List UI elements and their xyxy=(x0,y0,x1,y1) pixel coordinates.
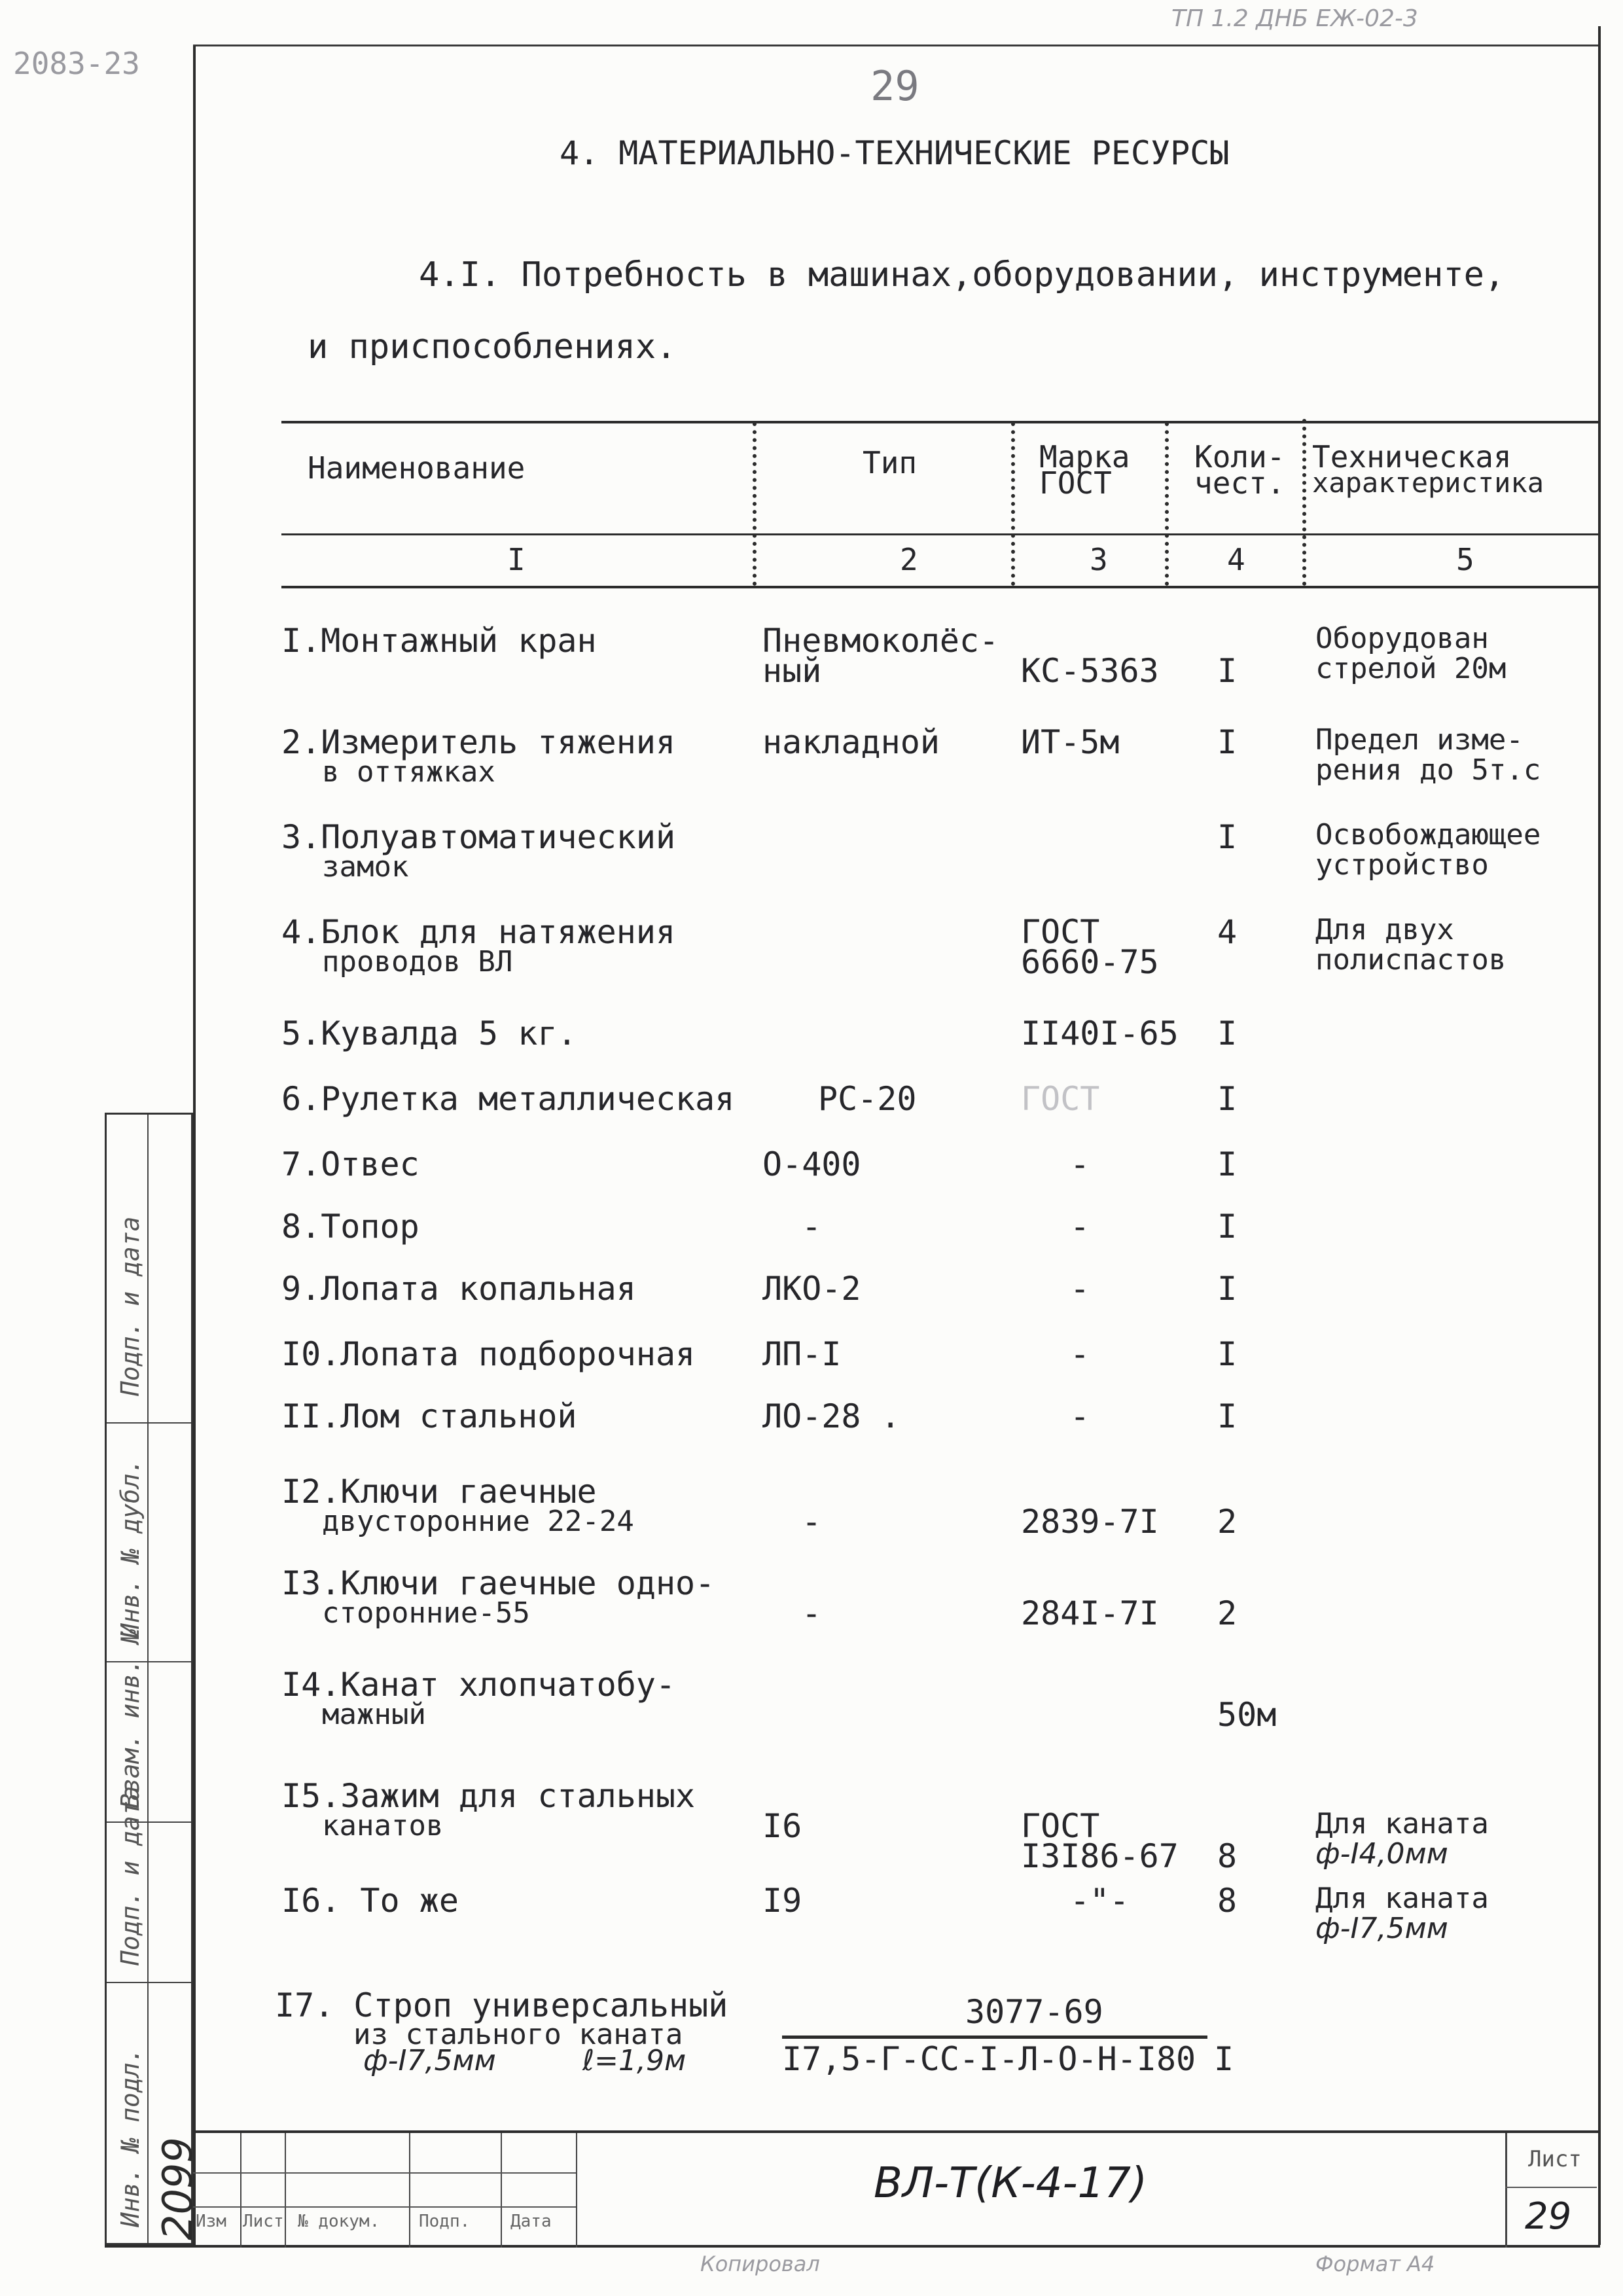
row-5-name: 5.Кувалда 5 кг. xyxy=(281,1014,577,1052)
row-2-name-line2: в оттяжках xyxy=(322,755,495,789)
row-6-qty: I xyxy=(1217,1080,1238,1118)
row-2-name: 2.Измеритель тяжения xyxy=(281,723,676,761)
row-15-type-line2: I6 xyxy=(762,1807,802,1845)
table-numbers-rule xyxy=(281,586,1600,588)
row-4-brand-line2: 6660-75 xyxy=(1021,943,1159,981)
tb-label-sign: Подп. xyxy=(419,2212,471,2231)
row-14-name-line2: мажный xyxy=(322,1698,426,1731)
column-number-4: 4 xyxy=(1227,542,1245,577)
row-10-qty: I xyxy=(1217,1335,1238,1373)
row-12-name-line2: двусторонние 22-24 xyxy=(322,1505,634,1538)
row-13-type-line2: - xyxy=(802,1594,822,1632)
row-1-type-line2: ный xyxy=(762,652,822,690)
row-1-brand-line2: КС-5363 xyxy=(1021,652,1159,690)
row-14-qty-line2: 50м xyxy=(1217,1696,1277,1734)
title-block-col xyxy=(1505,2133,1507,2248)
row-3-qty: I xyxy=(1217,818,1238,856)
row-15-spec-line3: ф-I4,0мм xyxy=(1315,1837,1448,1871)
row-10-name: I0.Лопата подборочная xyxy=(281,1335,696,1373)
column-separator-4 xyxy=(1302,419,1306,586)
row-6-type: РС-20 xyxy=(818,1080,917,1118)
row-16-spec-line2: ф-I7,5мм xyxy=(1315,1912,1448,1945)
row-11-type: ЛО-28 . xyxy=(762,1397,901,1435)
side-stamp-label-5: Подп. и дата xyxy=(116,1216,145,1396)
row-5-brand: II40I-65 xyxy=(1021,1014,1179,1052)
row-9-qty: I xyxy=(1217,1270,1238,1308)
row-3-name: 3.Полуавтоматический xyxy=(281,818,676,856)
row-7-qty: I xyxy=(1217,1145,1238,1183)
row-2-qty: I xyxy=(1217,723,1238,761)
row-8-qty: I xyxy=(1217,1208,1238,1246)
subsection-title-line2: и приспособлениях. xyxy=(308,327,677,367)
header-qty-line1: Коли- xyxy=(1194,439,1285,475)
row-16-spec: Для каната xyxy=(1315,1882,1489,1915)
tb-label-list: Лист xyxy=(243,2212,284,2231)
row17-gost: 3077-69 xyxy=(965,1993,1103,2031)
row-3-spec-line2: устройство xyxy=(1315,848,1489,882)
side-stamp-label-2: Подп. и дата xyxy=(116,1785,145,1965)
row-9-name: 9.Лопата копальная xyxy=(281,1270,636,1308)
column-number-3: 3 xyxy=(1090,542,1108,577)
title-block-row xyxy=(193,2172,576,2174)
side-stamp-separator xyxy=(107,1982,191,1983)
row-16-qty: 8 xyxy=(1217,1882,1238,1920)
row-7-brand: - xyxy=(1070,1145,1090,1183)
row-6-brand: ГОСТ xyxy=(1021,1080,1100,1118)
row-6-name: 6.Рулетка металлическая xyxy=(281,1080,735,1118)
row-15-spec-line2: Для каната xyxy=(1315,1807,1489,1840)
row-11-brand: - xyxy=(1070,1397,1090,1435)
row-2-brand: ИТ-5м xyxy=(1021,723,1120,761)
frame-right-line xyxy=(1598,26,1601,2245)
row-1-spec-line2: стрелой 20м xyxy=(1315,652,1507,685)
row-7-name: 7.Отвес xyxy=(281,1145,419,1183)
row-12-name: I2.Ключи гаечные xyxy=(281,1473,597,1511)
row-15-brand-line2: ГОСТ xyxy=(1021,1807,1100,1845)
row-2-spec: Предел изме- xyxy=(1315,723,1524,757)
frame-top-line xyxy=(193,45,1600,46)
row-15-qty-line3: 8 xyxy=(1217,1837,1238,1875)
tb-label-izm: Изм xyxy=(196,2212,226,2231)
row17-fraction-line xyxy=(782,2036,1207,2039)
row-15-name: I5.Зажим для стальных xyxy=(281,1777,696,1815)
header-spec-line1: Техническая xyxy=(1312,439,1512,475)
row17-name-line1: I7. Строп универсальный xyxy=(275,1986,728,2024)
column-separator-1 xyxy=(753,422,757,586)
column-number-2: 2 xyxy=(900,542,918,577)
row-8-name: 8.Топор xyxy=(281,1208,419,1246)
inventory-number: 2099 xyxy=(154,2137,202,2240)
row-3-spec: Освобождающее xyxy=(1315,818,1541,852)
top-right-note: ТП 1.2 ДНБ ЕЖ-02-3 xyxy=(1171,5,1418,32)
row-4-brand: ГОСТ xyxy=(1021,913,1100,951)
section-title: 4. МАТЕРИАЛЬНО-ТЕХНИЧЕСКИЕ РЕСУРСЫ xyxy=(560,134,1230,172)
row17-designation: I7,5-Г-СС-I-Л-О-Н-I80 xyxy=(782,2040,1196,2078)
row-1-spec: Оборудован xyxy=(1315,622,1489,655)
row-14-name: I4.Канат хлопчатобу- xyxy=(281,1666,676,1704)
side-stamp-separator xyxy=(107,1422,191,1424)
side-stamp-label-3: Взам. инв. № xyxy=(116,1628,145,1808)
frame-left-line xyxy=(193,46,196,2245)
row-2-type: накладной xyxy=(762,723,940,761)
side-stamp-label-1: Инв. № подл. xyxy=(116,2047,145,2227)
subsection-title-line1: 4.I. Потребность в машинах,оборудовании, инструменте, xyxy=(419,255,1505,295)
row-1-type: Пневмоколёс- xyxy=(762,622,999,660)
tb-label-doc: № докум. xyxy=(298,2212,380,2231)
row-12-type-line2: - xyxy=(802,1503,822,1541)
header-spec-line2: характеристика xyxy=(1312,467,1544,499)
title-block-row xyxy=(1505,2187,1597,2188)
title-block xyxy=(193,2130,1600,2248)
row-9-brand: - xyxy=(1070,1270,1090,1308)
corner-note: 2083-23 xyxy=(13,46,140,81)
row-4-name-line2: проводов ВЛ xyxy=(322,945,513,978)
header-type: Тип xyxy=(863,445,918,480)
header-name: Наименование xyxy=(308,450,526,486)
row17-length: ℓ=1,9м xyxy=(582,2044,687,2077)
row-10-brand: - xyxy=(1070,1335,1090,1373)
row-16-brand: -"- xyxy=(1070,1882,1130,1920)
row-4-name: 4.Блок для натяжения xyxy=(281,913,676,951)
table-top-rule xyxy=(281,421,1600,423)
row-3-name-line2: замок xyxy=(322,850,409,884)
row-9-type: ЛКО-2 xyxy=(762,1270,861,1308)
row-13-name: I3.Ключи гаечные одно- xyxy=(281,1564,715,1602)
title-block-col xyxy=(576,2133,577,2248)
row17-name-line2: из стального каната xyxy=(353,2018,683,2051)
row-11-qty: I xyxy=(1217,1397,1238,1435)
row-13-brand-line2: 284I-7I xyxy=(1021,1594,1159,1632)
row17-qty: I xyxy=(1214,2040,1234,2078)
page-number: 29 xyxy=(870,62,919,110)
sheet-label: Лист xyxy=(1528,2146,1582,2172)
title-block-col xyxy=(409,2133,410,2248)
header-brand-line2: ГОСТ xyxy=(1039,465,1112,501)
row-12-brand-line2: 2839-7I xyxy=(1021,1503,1159,1541)
title-block-col xyxy=(240,2133,241,2248)
row-2-spec-line2: рения до 5т.с xyxy=(1315,753,1541,787)
title-block-row xyxy=(193,2206,576,2208)
header-qty-line2: чест. xyxy=(1194,465,1285,501)
row-7-type: О-400 xyxy=(762,1145,861,1183)
row-12-qty-line2: 2 xyxy=(1217,1503,1238,1541)
row-8-type: - xyxy=(802,1208,822,1246)
document-code: ВЛ-Т(К-4-17) xyxy=(874,2159,1147,2208)
column-separator-3 xyxy=(1165,422,1169,586)
row-4-spec-line2: полиспастов xyxy=(1315,943,1507,977)
row17-diameter: ф-I7,5мм xyxy=(363,2044,496,2077)
title-block-col xyxy=(501,2133,502,2248)
column-separator-2 xyxy=(1011,422,1015,586)
row-13-name-line2: сторонние-55 xyxy=(322,1596,530,1630)
row-15-brand-line3: I3I86-67 xyxy=(1021,1837,1179,1875)
row-4-spec: Для двух xyxy=(1315,913,1454,946)
row-13-qty-line2: 2 xyxy=(1217,1594,1238,1632)
side-stamp-divider xyxy=(147,1115,149,2243)
footer-format-note: Формат А4 xyxy=(1315,2251,1435,2276)
side-stamp-strip xyxy=(105,1113,202,2245)
column-number-5: 5 xyxy=(1456,542,1474,577)
row-5-qty: I xyxy=(1217,1014,1238,1052)
row-11-name: II.Лом стальной xyxy=(281,1397,577,1435)
title-block-col xyxy=(285,2133,286,2248)
row-1-qty-line2: I xyxy=(1217,652,1238,690)
column-number-1: I xyxy=(507,542,526,577)
row-16-name: I6. То же xyxy=(281,1882,459,1920)
sheet-number: 29 xyxy=(1525,2195,1572,2238)
row-8-brand: - xyxy=(1070,1208,1090,1246)
row-4-qty: 4 xyxy=(1217,913,1238,951)
footer-copied-note: Копировал xyxy=(700,2251,820,2276)
row-1-name: I.Монтажный кран xyxy=(281,622,597,660)
row-16-type: I9 xyxy=(762,1882,802,1920)
row-10-type: ЛП-I xyxy=(762,1335,842,1373)
row-15-name-line2: канатов xyxy=(322,1809,444,1842)
tb-label-date: Дата xyxy=(510,2212,552,2231)
table-header-rule xyxy=(281,533,1600,535)
header-brand-line1: Марка xyxy=(1039,439,1130,475)
side-stamp-label-4: Инв. № дубл. xyxy=(116,1458,145,1638)
